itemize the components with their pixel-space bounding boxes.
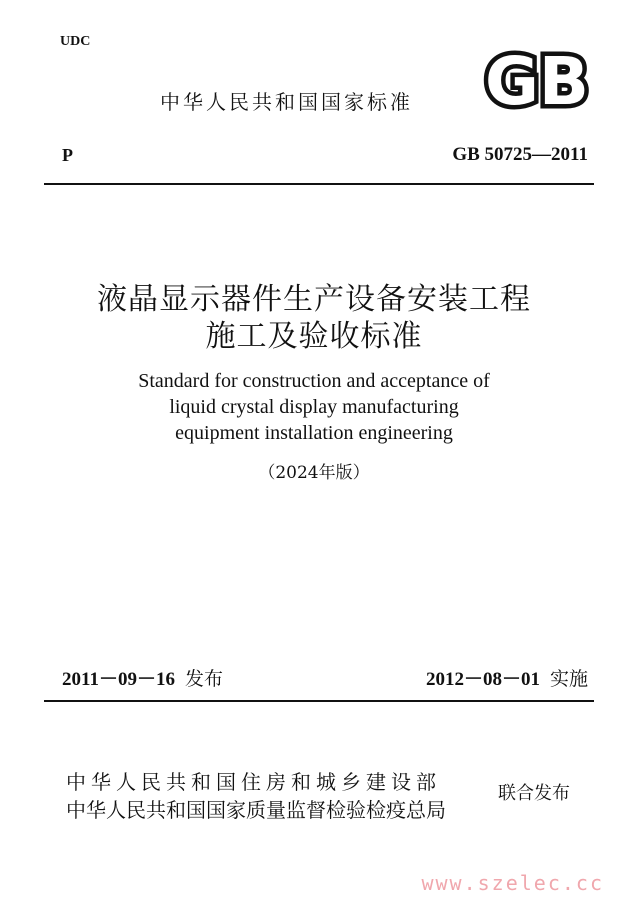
top-divider (44, 183, 594, 185)
edition: （2024年版） (258, 463, 370, 483)
implement-info (426, 664, 588, 691)
issue-label: 发布 (184, 668, 223, 690)
watermark: www.szelec.cc (421, 871, 604, 895)
publisher-2: 中华人民共和国国家质量监督检验检疫总局 (66, 798, 446, 822)
issue-date: 2011－09－16 (62, 669, 175, 690)
joint-publish-label: 联合发布 (498, 783, 570, 804)
classification: P (62, 145, 73, 165)
standard-code: GB 50725—2011 (452, 144, 588, 165)
udc-label: UDC (60, 34, 91, 49)
implement-label: 实施 (549, 668, 588, 690)
title-en-line1: Standard for construction and acceptance of (138, 370, 490, 392)
implement-date: 2012－08－01 (425, 669, 540, 690)
title-en-line3: equipment installation engineering (175, 422, 453, 444)
gb-logo-text: GB (485, 48, 589, 112)
gb-logo (482, 48, 592, 112)
publisher-1: 中华人民共和国住房和城乡建设部 (66, 770, 441, 794)
issue-info (62, 664, 223, 691)
standard-type: 中华人民共和国国家标准 (160, 90, 413, 114)
title-cn-line2: 施工及验收标准 (205, 319, 423, 354)
title-en-line2: liquid crystal display manufacturing (169, 396, 459, 418)
title-cn-line1: 液晶显示器件生产设备安装工程 (97, 282, 531, 317)
bottom-divider (44, 700, 594, 702)
